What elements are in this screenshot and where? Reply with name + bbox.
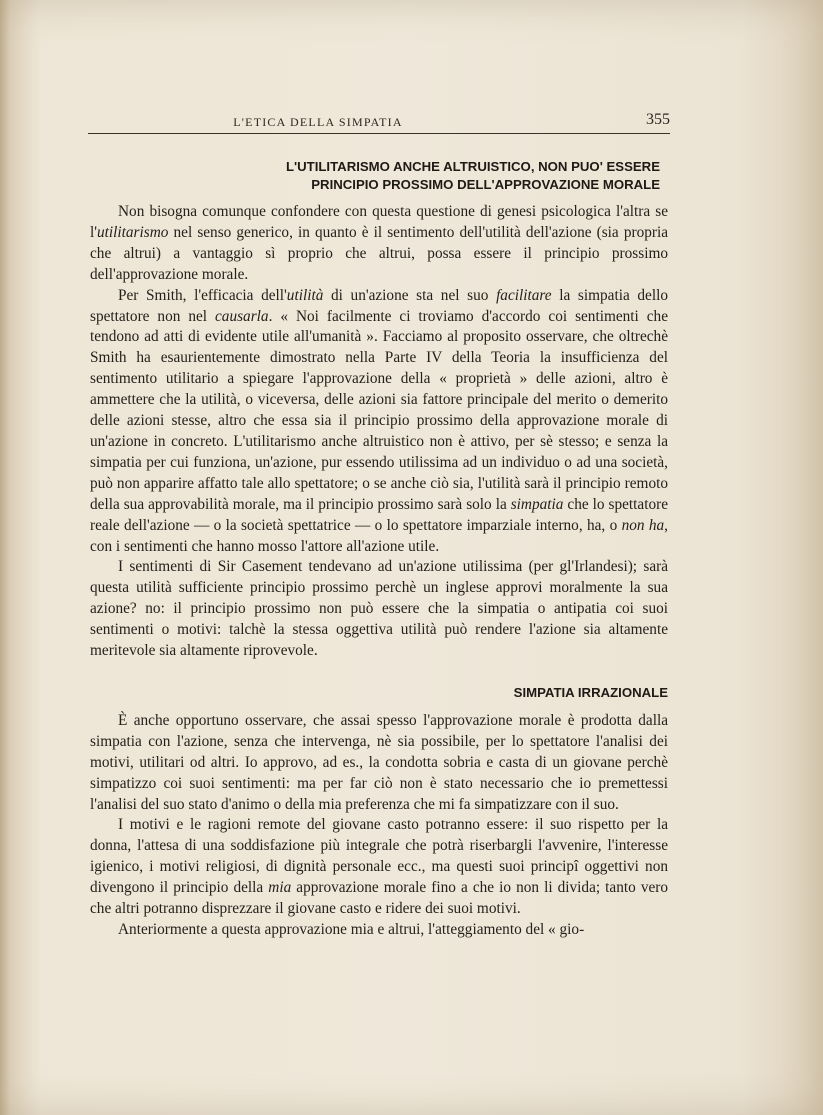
heading-line: L'UTILITARISMO ANCHE ALTRUISTICO, NON PUO' ESSERE [285,159,660,174]
page-number: 355 [646,111,670,128]
section-heading-utilitarismo [90,158,660,194]
paragraph: I sentimenti di Sir Casement tendevano ad un'azione utilissima (per gl'Irlandesi); sarà questa utilità sufficiente principio prossimo perchè un inglese approvi moralmente la sua azione? no: il principio prossimo non può essere che la simpatia o antipatia coi suoi sentimenti o motivi: talchè la stessa oggettiva utilità può rendere l'azione sia altamente meritevole sia altamente riprovevole. [90,558,668,660]
paragraph: Non bisogna comunque confondere con questa questione di genesi psicologica l'altra se l'utilitarismo nel senso generico, in quanto è il sentimento dell'utilità dell'azione (sia propria che altrui) a vantaggio sì proprio che altrui, possa essere il principio prossimo dell'approvazione morale. [90,203,668,283]
heading-line: PRINCIPIO PROSSIMO DELL'APPROVAZIONE MORALE [311,177,660,192]
section-heading-simpatia-irrazionale: SIMPATIA IRRAZIONALE [513,684,668,700]
page-header [88,111,670,134]
paragraph: È anche opportuno osservare, che assai spesso l'approvazione morale è prodotta dalla simpatia con l'azione, senza che intervenga, nè sia possibile, per lo spettatore l'analisi dei motivi, utilitari od altri. Io approvo, ad es., la condotta sobria e casta di un giovane perchè simpatizzo coi suoi sentimenti: ma per far ciò non è stato necessario che io premettessi l'analisi del suo stato d'animo o della mia preferenza che mi fa simpatizzare con il suo. [90,711,668,813]
paragraph: I motivi e le ragioni remote del giovane casto potranno essere: il suo rispetto per la donna, l'attesa di una soddisfazione più integrale che potrà riserbargli l'avvenire, l'interesse igienico, i motivi religiosi, di dignità personale ecc., ma questi suoi principî oggettivi non divengono il principio della mia approvazione morale fino a che io non li divida; tanto vero che altri potranno disprezzare il giovane casto e ridere dei suoi motivi. [90,816,668,918]
paragraph: Anteriormente a questa approvazione mia e altrui, l'atteggiamento del « gio- [118,921,585,938]
body-text [90,158,668,941]
paragraph: Per Smith, l'efficacia dell'utilità di un'azione sta nel suo facilitare la simpatia dello spettatore non nel causarla. « Noi facilmente ci troviamo d'accordo coi sentimenti che tendono ad atti di evidente utile all'umanità ». Facciamo al proposito osservare, che oltrechè Smith ha esaurientemente dimostrato nella Parte IV della Teoria la insufficienza del sentimento utilitario a spiegare l'approvazione della « proprietà » delle azioni, altro è ammettere che la utilità, o viceversa, delle azioni sia fattore principale del merito o demerito delle azioni stesse, altro che essa sia il principio prossimo della approvazione morale di un'azione in concreto. L'utilitarismo anche altruistico non è attivo, per sè stesso; e senza la simpatia per cui funziona, un'azione, pur essendo utilissima ad un individuo o ad una società, può non apparire affatto tale allo spettatore; o se anche ciò sia, l'utilità sarà il principio remoto della sua approvabilità morale, ma il principio prossimo sarà solo la simpatia che lo spettatore reale dell'azione — o la società spettatrice — o lo spettatore imparziale interno, ha, o non ha, con i sentimenti che hanno mosso l'attore all'azione utile. [90,286,669,555]
running-head: L'ETICA DELLA SIMPATIA [233,115,403,129]
